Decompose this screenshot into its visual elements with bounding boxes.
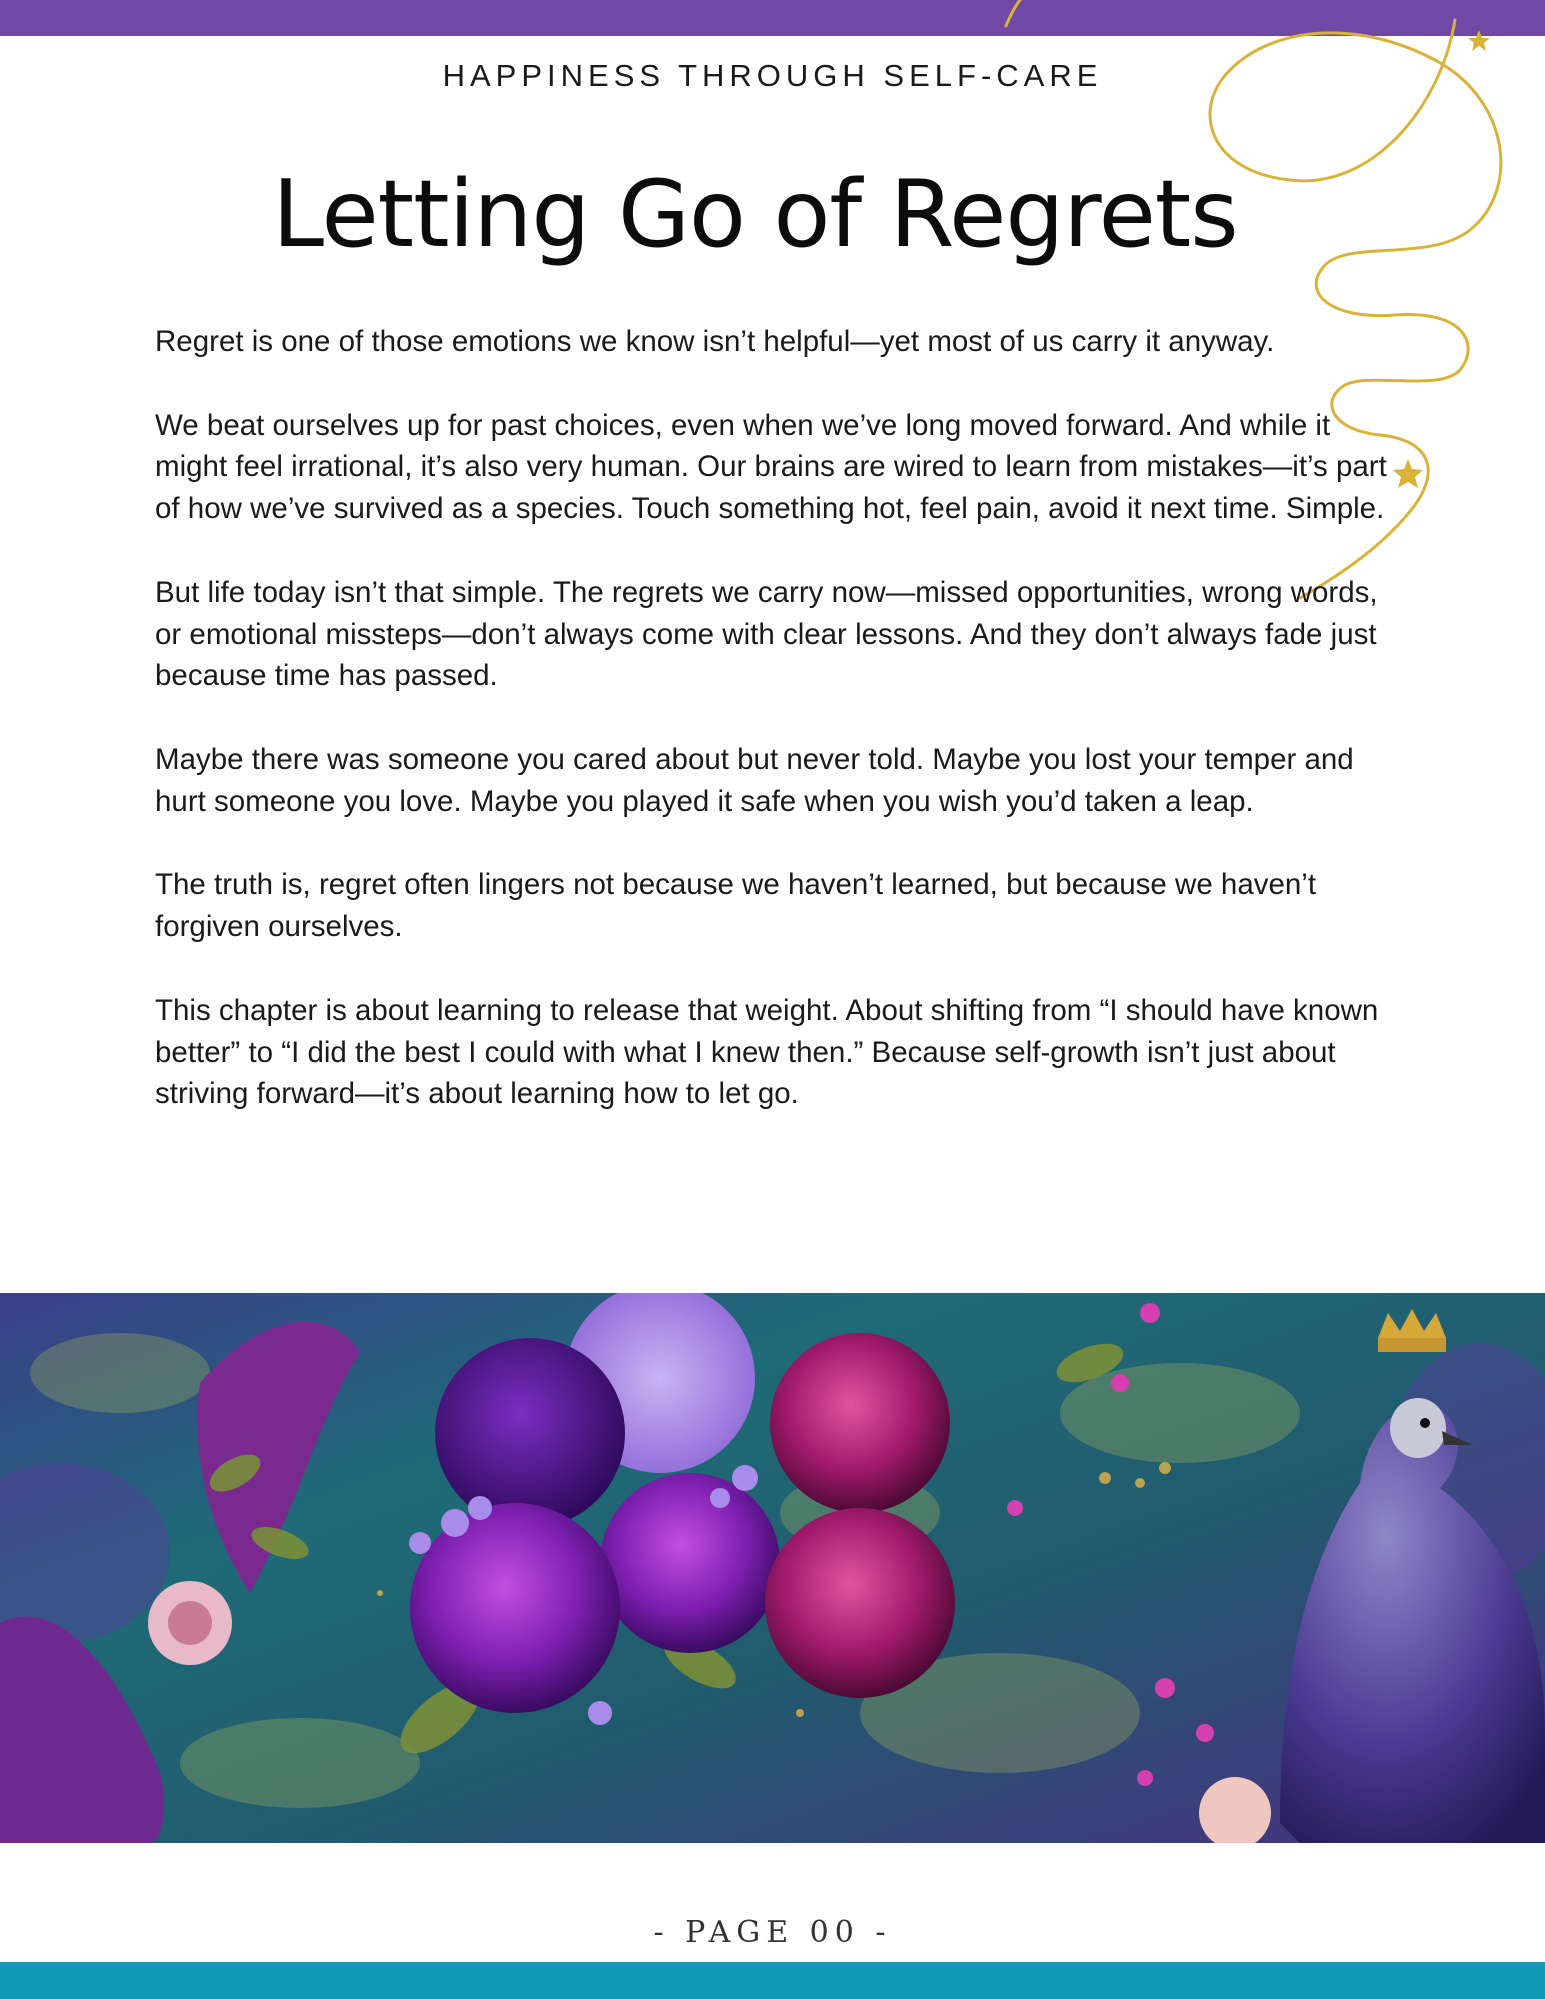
paragraph: Maybe there was someone you cared about but never told. Maybe you lost your temper and hurt someone you love. Maybe you played it safe when you wish you’d taken a leap. — [155, 742, 1354, 818]
top-color-band — [0, 0, 1545, 36]
paragraph: Regret is one of those emotions we know isn’t helpful—yet most of us carry it anyway. — [155, 325, 1275, 358]
paragraph: But life today isn’t that simple. The regrets we carry now—missed opportunities, wrong words, or emotional missteps—don’t always come with clear lessons. And they don’t always fade just because time has passed. — [155, 575, 1378, 693]
paragraph: The truth is, regret often lingers not because we haven’t learned, but because we haven’t forgiven ourselves. — [155, 868, 1317, 944]
page-number: - PAGE 00 - — [653, 1915, 892, 1950]
page-title: Letting Go of Regrets — [272, 160, 1238, 268]
paragraph: We beat ourselves up for past choices, even when we’ve long moved forward. And while it might feel irrational, it’s also very human. Our brains are wired to learn from mistakes—it’s part of how we’ve survived as a species. Touch something hot, feel pain, avoid it next time. Simple. — [155, 408, 1387, 526]
floral-banner-image — [0, 1293, 1545, 1843]
paragraph: This chapter is about learning to release that weight. About shifting from “I should have known better” to “I did the best I could with what I knew then.” Because self-growth isn’t just about striving forward—it’s about learning how to let go. — [155, 993, 1379, 1111]
bottom-color-band — [0, 1962, 1545, 1999]
header-label: HAPPINESS THROUGH SELF-CARE — [442, 58, 1103, 93]
body-text — [155, 321, 1400, 1157]
